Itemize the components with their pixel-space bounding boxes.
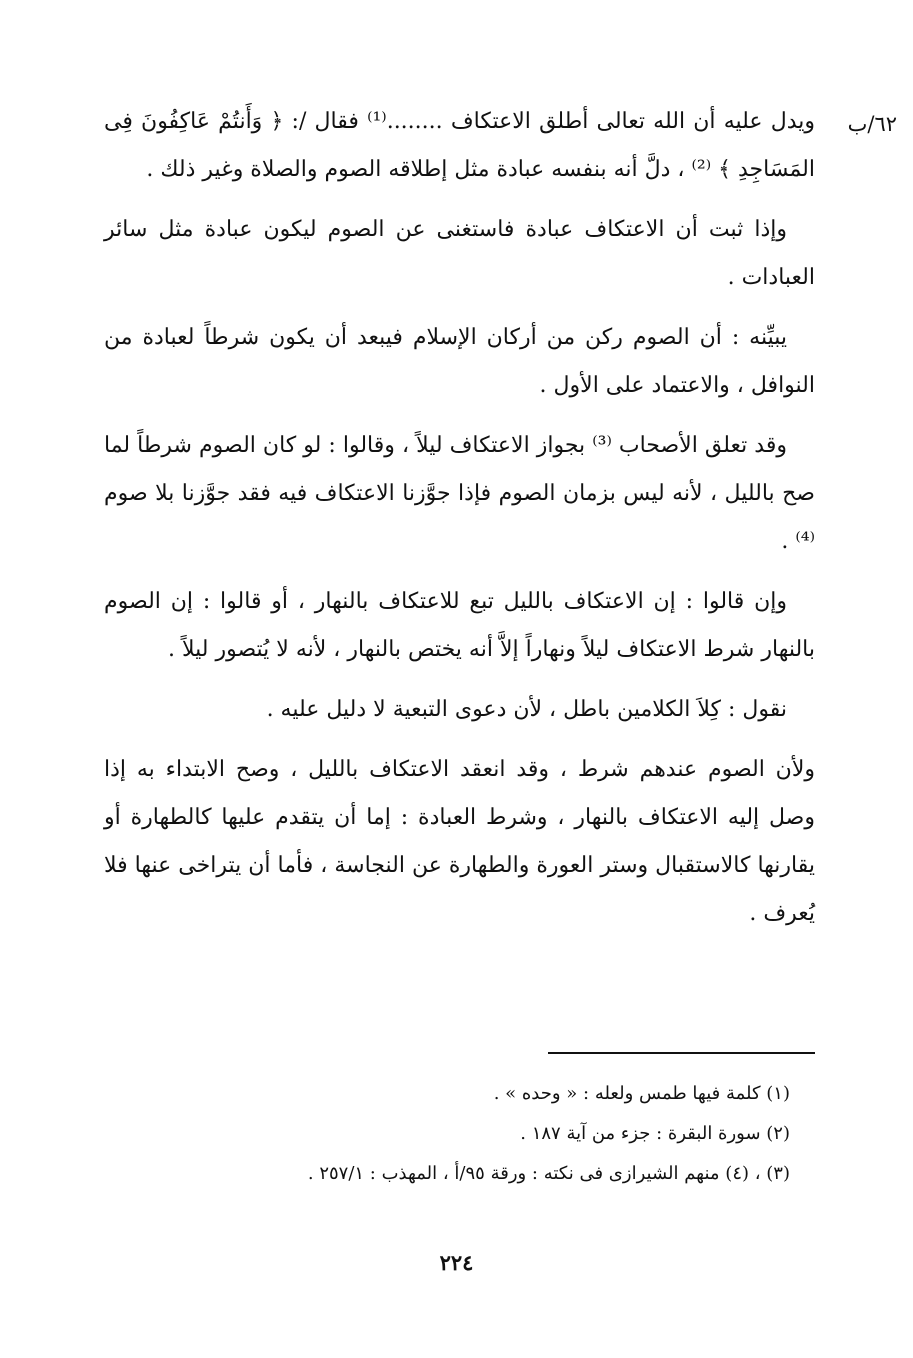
paragraph-2: وإذا ثبت أن الاعتكاف عبادة فاستغنى عن الصوم ليكون عبادة مثل سائر العبادات . [104,217,815,290]
paragraph-1: ويدل عليه أن الله تعالى أطلق الاعتكاف ........⁽¹⁾ فقال /: ﴿ وَأَنتُمْ عَاكِفُونَ فِى المَسَاجِدِ ﴾ ⁽²⁾ ، دلَّ أنه بنفسه عبادة مثل إطلاقه الصوم والصلاة وغير ذلك . [104,109,815,182]
paragraph-7: ولأن الصوم عندهم شرط ، وقد انعقد الاعتكاف بالليل ، وصح الابتداء به إذا وصل إليه الاعتكاف بالنهار ، وشرط العبادة : إما أن يتقدم عليها كالطهارة أو يقارنها كالاستقبال وستر العورة والطهارة عن النجاسة ، فأما أن يتراخى عنها فلا يُعرف . [104,757,815,926]
paragraph-3: يبيِّنه : أن الصوم ركن من أركان الإسلام فيبعد أن يكون شرطاً لعبادة من النوافل ، والاعتماد على الأول . [104,325,815,398]
main-text [104,98,815,950]
paragraph-6: نقول : كِلاَ الكلامين باطل ، لأن دعوى التبعية لا دليل عليه . [266,697,787,722]
paragraph-4: وقد تعلق الأصحاب ⁽³⁾ بجواز الاعتكاف ليلاً ، وقالوا : لو كان الصوم شرطاً لما صح بالليل ، لأنه ليس بزمان الصوم فإذا جوَّزنا الاعتكاف فيه فقد جوَّزنا بلا صوم ⁽⁴⁾ . [104,433,815,554]
footnotes [150,1074,790,1194]
marginal-folio-note: ٦٢/ب [847,112,897,136]
paragraph-5: وإن قالوا : إن الاعتكاف بالليل تبع للاعتكاف بالنهار ، أو قالوا : إن الصوم بالنهار شرط الاعتكاف ليلاً ونهاراً إلاَّ أنه يختص بالنهار ، لأنه لا يُتصور ليلاً . [104,589,815,662]
page-number: ٢٢٤ [439,1250,474,1275]
footnote-divider [548,1052,815,1054]
footnote-2: (٢) سورة البقرة : جزء من آية ١٨٧ . [520,1123,790,1144]
footnote-3: (٣) ، (٤) منهم الشيرازى فى نكته : ورقة ٩٥/أ ، المهذب : ٢٥٧/١ . [307,1163,790,1184]
footnote-1: (١) كلمة فيها طمس ولعله : « وحده » . [493,1083,790,1104]
